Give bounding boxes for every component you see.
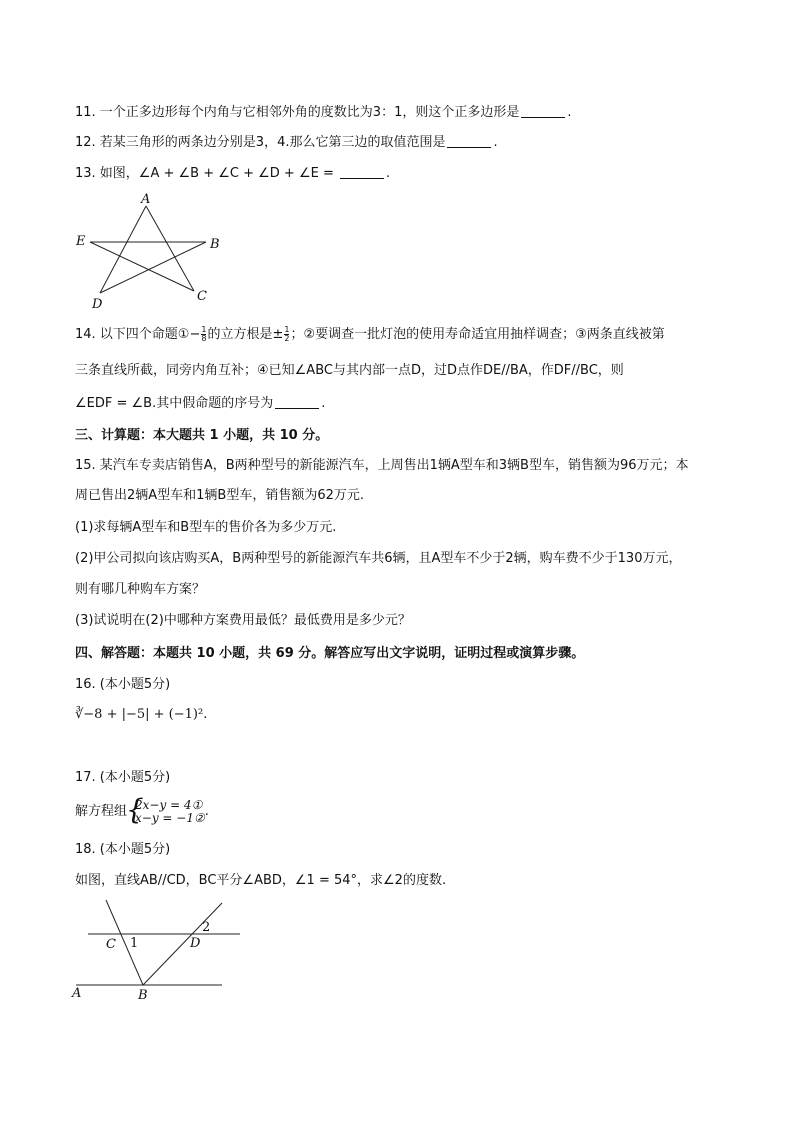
question-13: 13. 如图，∠A + ∠B + ∠C + ∠D + ∠E = . bbox=[75, 166, 391, 181]
question-14-line-1 bbox=[75, 326, 665, 344]
q14-frac2-den: 2 bbox=[284, 334, 290, 343]
question-14-line-2: 三条直线所截，同旁内角互补；④已知∠ABC与其内部一点D，过D点作DE//BA，作DF//BC，则 bbox=[75, 363, 624, 378]
section-3-heading: 三、计算题：本大题共 1 小题，共 10 分。 bbox=[75, 428, 329, 443]
question-15-part-3: (3)试说明在(2)中哪种方案费用最低？最低费用是多少元？ bbox=[75, 613, 411, 628]
q14-frac2-num: 1 bbox=[284, 325, 290, 334]
question-15-line-1: 15. 某汽车专卖店销售A，B两种型号的新能源汽车，上周售出1辆A型车和3辆B型车，销售额为96万元；本 bbox=[75, 458, 689, 473]
vertex-label-a: A bbox=[141, 192, 151, 207]
vertex-label-b: B bbox=[210, 237, 220, 252]
point-label-b: B bbox=[138, 988, 148, 1003]
q14-minus: − bbox=[189, 327, 201, 342]
vertex-label-c: C bbox=[197, 289, 207, 304]
question-17-title: 17. (本小题5分) bbox=[75, 770, 171, 785]
q14-fraction-1 bbox=[201, 326, 206, 343]
angle-label-2: 2 bbox=[202, 920, 211, 935]
q14-fraction-2 bbox=[284, 326, 289, 343]
question-18-title: 18. (本小题5分) bbox=[75, 842, 171, 857]
question-15-part-2-line-1: (2)甲公司拟向该店购买A，B两种型号的新能源汽车共6辆，且A型车不少于2辆，购车费不少于130万元， bbox=[75, 551, 682, 566]
question-15-line-2: 周已售出2辆A型车和1辆B型车，销售额为62万元. bbox=[75, 488, 365, 503]
question-14-line-3: ∠EDF = ∠B.其中假命题的序号为 . bbox=[75, 396, 326, 411]
q17-prefix: 解方程组 bbox=[75, 804, 128, 819]
q14-text-line3: ∠EDF = ∠B.其中假命题的序号为 bbox=[75, 396, 274, 411]
question-11: 11. 一个正多边形每个内角与它相邻外角的度数比为3：1，则这个正多边形是 . bbox=[75, 105, 572, 120]
angle-label-1: 1 bbox=[130, 936, 139, 951]
answer-blank bbox=[521, 105, 565, 118]
question-13-text: 13. 如图，∠A + ∠B + ∠C + ∠D + ∠E = bbox=[75, 166, 334, 181]
question-16-title: 16. (本小题5分) bbox=[75, 677, 171, 692]
q14-text-b: 的立方根是 bbox=[207, 327, 273, 342]
point-label-d: D bbox=[190, 936, 201, 951]
question-11-text: 11. 一个正多边形每个内角与它相邻外角的度数比为3：1，则这个正多边形是 bbox=[75, 105, 520, 120]
vertex-label-d: D bbox=[92, 297, 103, 312]
q14-text-a: 14. 以下四个命题① bbox=[75, 327, 190, 342]
answer-blank bbox=[447, 135, 491, 148]
answer-blank bbox=[275, 396, 319, 409]
point-label-a: A bbox=[72, 986, 82, 1001]
q14-frac1-num: 1 bbox=[201, 325, 207, 334]
equation-2: x−y = −1② bbox=[135, 810, 205, 825]
q14-plus-minus: ± bbox=[272, 327, 284, 342]
question-12: 12. 若某三角形的两条边分别是3，4.那么它第三边的取值范围是 . bbox=[75, 135, 498, 150]
point-label-c: C bbox=[106, 937, 116, 952]
question-15-part-1: (1)求每辆A型车和B型车的售价各为多少万元. bbox=[75, 520, 337, 535]
parallel-lines-figure bbox=[68, 895, 258, 1005]
question-18-text: 如图，直线AB//CD，BC平分∠ABD，∠1 = 54°，求∠2的度数. bbox=[75, 873, 447, 888]
question-12-text: 12. 若某三角形的两条边分别是3，4.那么它第三边的取值范围是 bbox=[75, 135, 446, 150]
question-17-body bbox=[75, 797, 209, 827]
answer-blank bbox=[340, 166, 384, 179]
vertex-label-e: E bbox=[76, 234, 86, 249]
equation-system bbox=[127, 799, 205, 825]
figure-lines bbox=[76, 900, 240, 985]
section-4-heading: 四、解答题：本题共 10 小题，共 69 分。解答应写出文字说明，证明过程或演算步骤。 bbox=[75, 646, 585, 661]
q14-text-c: ；②要调查一批灯泡的使用寿命适宜用抽样调查；③两条直线被第 bbox=[290, 327, 665, 342]
question-16-expression: ∛−8 + |−5| + (−1)². bbox=[75, 707, 208, 722]
equation-1: { 2x−y = 4① bbox=[135, 797, 203, 812]
question-15-part-2-line-2: 则有哪几种购车方案？ bbox=[75, 582, 206, 597]
q14-frac1-den: 8 bbox=[201, 334, 207, 343]
q17-suffix: . bbox=[204, 804, 209, 819]
star-lines bbox=[90, 206, 206, 293]
star-figure bbox=[70, 190, 230, 320]
